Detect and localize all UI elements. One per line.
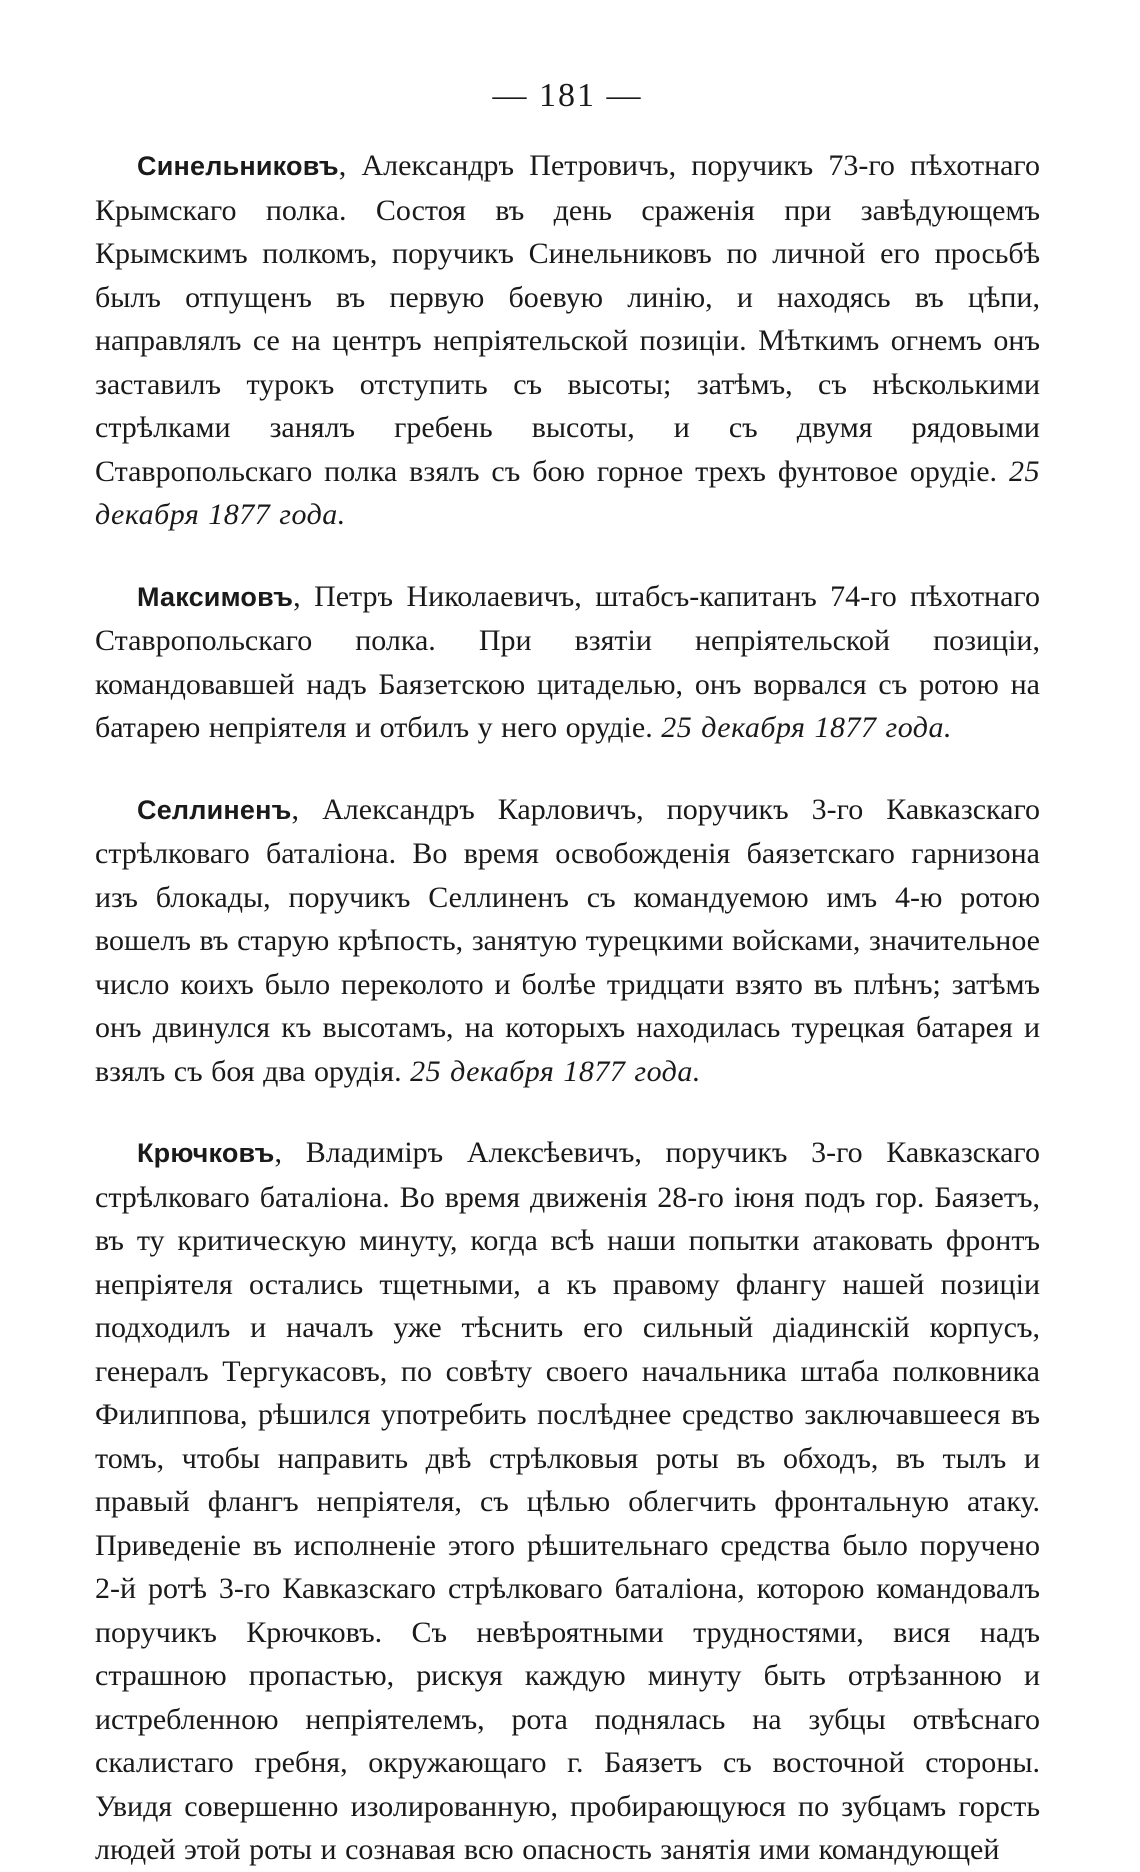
entry-sinelnikov — [95, 144, 1040, 537]
entry-surname: Селлиненъ — [137, 794, 292, 825]
entry-text: , Владиміръ Алексѣевичъ, поручикъ 3-го Кавказскаго стрѣлковаго баталіона. Во время движенія 28-го іюня подъ гор. Баязетъ, въ ту критическую минуту, когда всѣ наши попытки атаковать фронтъ непріятеля остались тщетными, а къ правому флангу нашей позиціи подходилъ и началъ уже тѣснить его сильный діадинскій корпусъ, генералъ Тергукасовъ, по совѣту своего начальника штаба полковника Филиппова, рѣшился употребить послѣднее средство заключавшееся въ томъ, чтобы направить двѣ стрѣлковыя роты въ обходъ, въ тылъ и правый флангъ непріятеля, съ цѣлью облегчить фронтальную атаку. Приведеніе въ исполненіе этого рѣшительнаго средства было поручено 2-й ротѣ 3-го Кавказскаго стрѣлковаго баталіона, которою командовалъ поручикъ Крючковъ. Съ невѣроятными трудностями, вися надъ страшною пропастью, рискуя каждую минуту быть отрѣзанною и истребленною непріятелемъ, рота поднялась на зубцы отвѣснаго скалистаго гребня, окружающаго г. Баязетъ съ восточной стороны. Увидя совершенно изолированную, пробирающуюся по зубцамъ горсть людей этой роты и сознавая всю опасность занятія ими командующей — [95, 1136, 1040, 1866]
entry-date: 25 декабря 1877 года. — [95, 454, 1041, 531]
book-page — [95, 70, 1040, 1872]
entry-maksimov — [95, 575, 1040, 750]
entry-text: , Александръ Карловичъ, поручикъ 3-го Кавказскаго стрѣлковаго баталіона. Во время освобожденія баязетскаго гарнизона изъ блокады, поручикъ Селлиненъ съ командуемою имъ 4-ю ротою вошелъ въ старую крѣпость, занятую турецкими войсками, значительное число коихъ было переколото и болѣе тридцати взято въ плѣнъ; затѣмъ онъ двинулся къ высотамъ, на которыхъ находилась турецкая батарея и взялъ съ боя два орудія. — [95, 792, 1040, 1088]
entry-date: 25 декабря 1877 года. — [410, 1054, 701, 1088]
entry-text: , Петръ Николаевичъ, штабсъ-капитанъ 74-го пѣхотнаго Ставропольскаго полка. При взятіи непріятельской позиціи, командовавшей надъ Баязетскою цитаделью, онъ ворвался съ ротою на батарею непріятеля и отбилъ у него орудіе. — [95, 579, 1040, 744]
entry-surname: Максимовъ — [137, 581, 294, 612]
entry-date: 25 декабря 1877 года. — [661, 711, 952, 744]
entry-surname: Синельниковъ — [137, 151, 339, 181]
entry-kryuchkov — [95, 1131, 1040, 1872]
entry-sellinen — [95, 788, 1040, 1094]
entry-surname: Крючковъ — [137, 1138, 275, 1168]
entry-text: , Александръ Петровичъ, поручикъ 73-го пѣхотнаго Крымскаго полка. Состоя въ день сраженія при завѣдующемъ Крымскимъ полкомъ, поручикъ Синельниковъ по личной его просьбѣ былъ отпущенъ въ первую боевую линію, и находясь въ цѣпи, направлялъ се на центръ непріятельской позиціи. Мѣткимъ огнемъ онъ заставилъ турокъ отступить съ высоты; затѣмъ, съ нѣсколькими стрѣлками занялъ гребень высоты, и съ двумя рядовыми Ставропольскаго полка взялъ съ бою горное трехъ фунтовое орудіе. — [95, 149, 1040, 488]
page-number: — 181 — — [492, 77, 643, 114]
